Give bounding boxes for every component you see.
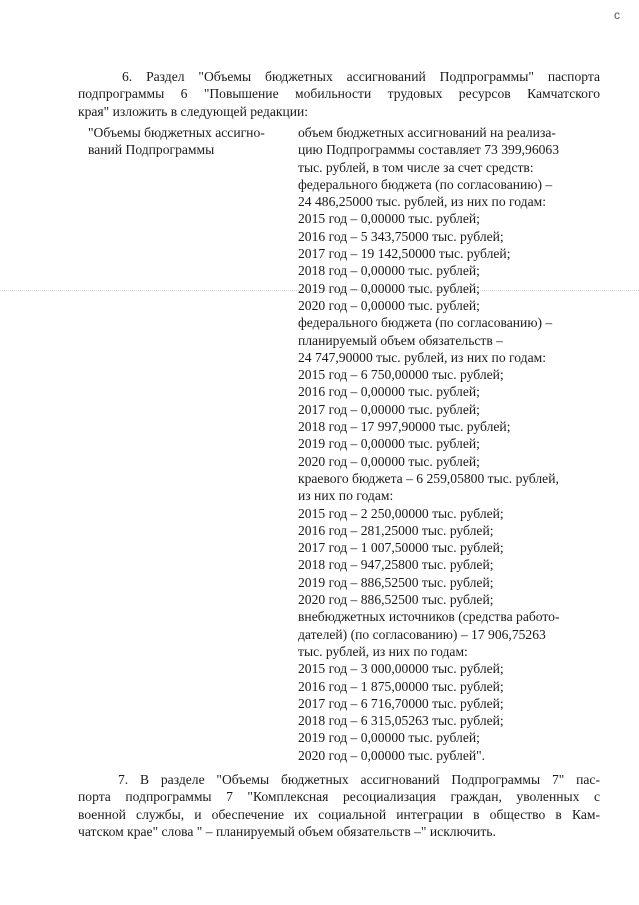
table-right-line: внебюджетных источников (средства работо- — [298, 609, 560, 625]
table-right-line: 2019 год – 886,52500 тыс. рублей; — [298, 574, 494, 590]
section-6-line: края" изложить в следующей редакции: — [78, 103, 309, 119]
table-right-line: краевого бюджета – 6 259,05800 тыс. рублей, — [298, 470, 559, 486]
table-right-line: 2017 год – 1 007,50000 тыс. рублей; — [298, 540, 504, 556]
table-right-line: 2015 год – 0,00000 тыс. рублей; — [298, 211, 480, 227]
table-right-line: 2016 год – 5 343,75000 тыс. рублей; — [298, 228, 504, 244]
section-6-line: 6. Раздел "Объемы бюджетных ассигнований Подпрограммы" паспорта — [122, 69, 600, 84]
table-right-line: из них по годам: — [298, 488, 394, 504]
table-right-line: 2018 год – 6 315,05263 тыс. рублей; — [298, 713, 504, 729]
table-right-line: 2019 год – 0,00000 тыс. рублей; — [298, 436, 480, 452]
table-left-line: "Объемы бюджетных ассигно- — [88, 125, 265, 140]
table-left-cell — [88, 124, 296, 159]
table-right-line: планируемый объем обязательств – — [298, 332, 503, 348]
table-right-line: 2015 год – 2 250,00000 тыс. рублей; — [298, 505, 504, 521]
table-right-line: федерального бюджета (по согласованию) – — [298, 315, 553, 331]
table-right-line: 2017 год – 0,00000 тыс. рублей; — [298, 401, 480, 417]
table-right-line: 24 747,90000 тыс. рублей, из них по годам: — [298, 349, 546, 365]
section-6-line: подпрограммы 6 "Повышение мобильности трудовых ресурсов Камчатского — [78, 86, 600, 102]
table-right-line: 2018 год – 947,25800 тыс. рублей; — [298, 557, 494, 573]
section-7-line: порта подпрограммы 7 "Комплексная ресоциализация граждан, уволенных с — [78, 789, 600, 805]
table-right-cell — [298, 124, 600, 764]
table-right-line: 2020 год – 0,00000 тыс. рублей". — [298, 747, 486, 763]
table-right-line: 2017 год – 19 142,50000 тыс. рублей; — [298, 246, 511, 262]
table-right-line: тыс. рублей, из них по годам: — [298, 643, 468, 659]
table-right-line: 2016 год – 0,00000 тыс. рублей; — [298, 384, 480, 400]
section-7-line: военной службы, и обеспечение их социальной интеграции в общество в Кам- — [78, 806, 600, 822]
table-right-line: тыс. рублей, в том числе за счет средств: — [298, 159, 534, 175]
table-right-line: 2019 год – 0,00000 тыс. рублей; — [298, 730, 480, 746]
table-right-line: федерального бюджета (по согласованию) – — [298, 176, 553, 192]
table-right-line: 2015 год – 6 750,00000 тыс. рублей; — [298, 367, 504, 383]
table-right-line: 2016 год – 1 875,00000 тыс. рублей; — [298, 678, 504, 694]
section-7-line: 7. В разделе "Объемы бюджетных ассигнований Подпрограммы 7" пас- — [118, 772, 600, 787]
table-right-line: 24 486,25000 тыс. рублей, из них по годам: — [298, 194, 546, 210]
table-right-line: объем бюджетных ассигнований на реализа- — [298, 125, 556, 140]
table-right-line: 2015 год – 3 000,00000 тыс. рублей; — [298, 661, 504, 677]
table-right-line: 2020 год – 0,00000 тыс. рублей; — [298, 453, 480, 469]
table-left-line: ваний Подпрограммы — [88, 142, 215, 158]
table-right-line: дателей) (по согласованию) – 17 906,75263 — [298, 626, 546, 642]
table-right-line: 2019 год – 0,00000 тыс. рублей; — [298, 280, 480, 296]
table-right-line: 2018 год – 0,00000 тыс. рублей; — [298, 263, 480, 279]
corner-mark: с — [614, 8, 620, 22]
section-6-paragraph — [78, 68, 600, 120]
table-right-line: цию Подпрограммы составляет 73 399,96063 — [298, 142, 560, 158]
section-7-paragraph — [78, 771, 600, 840]
section-7-line: чатском крае" слова " – планируемый объем обязательств –" исключить. — [78, 823, 496, 839]
table-right-line: 2020 год – 886,52500 тыс. рублей; — [298, 592, 494, 608]
table-right-line: 2016 год – 281,25000 тыс. рублей; — [298, 522, 494, 538]
table-right-line: 2018 год – 17 997,90000 тыс. рублей; — [298, 419, 511, 435]
table-right-line: 2020 год – 0,00000 тыс. рублей; — [298, 297, 480, 313]
table-right-line: 2017 год – 6 716,70000 тыс. рублей; — [298, 695, 504, 711]
